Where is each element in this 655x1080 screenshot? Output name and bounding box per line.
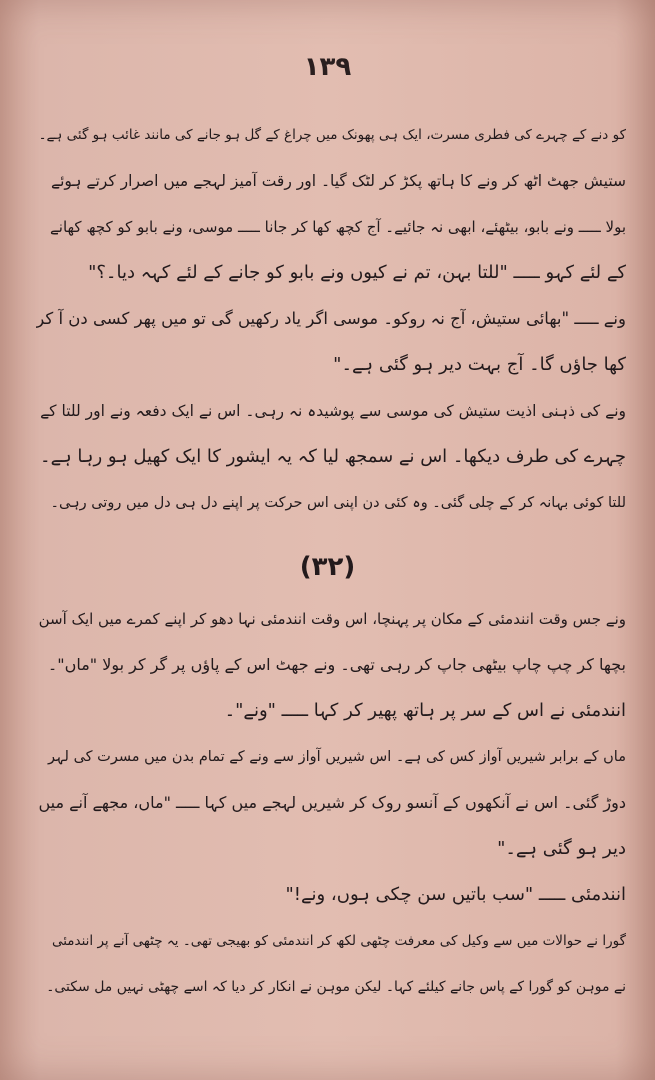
text-line: کو دنے کے چہرے کی فطری مسرت، ایک ہی پھونک میں چراغ کے گل ہو جانے کی مانند غائب ہو گئی ہے۔ — [38, 127, 626, 143]
text-line: ستیش جھٹ اٹھ کر ونے کا ہاتھ پکڑ کر لٹک گیا۔ اور رقت آمیز لہجے میں اصرار کرتے ہوئے — [51, 172, 626, 190]
text-line: چہرے کی طرف دیکھا۔ اس نے سمجھ لیا کہ یہ ایشور کا ایک کھیل ہو رہا ہے۔ — [40, 446, 626, 467]
text-line: کے لئے کہو ـــــ "للتا بہن، تم نے کیوں ونے بابو کو جانے کے لئے کہہ دیا۔؟" — [88, 262, 626, 283]
text-line: ونے ـــــ "بھائی ستیش، آج نہ روکو۔ موسی اگر یاد رکھیں گی تو میں پھر کسی دن آ کر — [36, 309, 626, 328]
page-number: ١٣٩ — [303, 52, 352, 82]
text-line: دوڑ گئی۔ اس نے آنکھوں کے آنسو روک کر شیریں لہجے میں کہا ـــــ "ماں، مجھے آنے میں — [38, 793, 626, 812]
text-line: انندمئی ـــــ "سب باتیں سن چکی ہوں، ونے!" — [285, 884, 626, 905]
text-line: للتا کوئی بہانہ کر کے چلی گئی۔ وہ کئی دن اپنی اس حرکت پر اپنے دل ہی دل میں روتی رہی۔ — [50, 495, 626, 511]
text-line: ونے جس وقت انندمئی کے مکان پر پہنچا، اس وقت انندمئی نہا دھو کر اپنے کمرے میں ایک آسن — [38, 610, 626, 628]
text-line: گورا نے حوالات میں سے وکیل کی معرفت چٹھی لکھ کر انندمئی کو بھیجی تھی۔ یہ چٹھی آنے پر انندمئی — [51, 933, 626, 949]
text-line: ماں کے برابر شیریں آواز کس کی ہے۔ اس شیریں آواز سے ونے کے تمام بدن میں مسرت کی لہر — [48, 749, 626, 765]
text-line: بچھا کر چپ چاپ بیٹھی جاپ کر رہی تھی۔ ونے جھٹ اس کے پاؤں پر گر کر بولا "ماں"۔ — [47, 655, 626, 674]
text-line: دیر ہو گئی ہے۔" — [497, 838, 626, 859]
text-section-1 — [36, 112, 626, 526]
text-line: بولا ـــــ ونے بابو، بیٹھئے، ابھی نہ جائیے۔ آج کچھ کھا کر جانا ـــــ موسی، ونے بابو کو کچھ کھانے — [49, 218, 626, 236]
text-section-2 — [36, 596, 626, 1010]
text-line: ونے کی ذہنی اذیت ستیش کی موسی سے پوشیدہ نہ رہی۔ اس نے ایک دفعہ ونے اور للتا کے — [40, 402, 626, 420]
text-line: انندمئی نے اس کے سر پر ہاتھ پھیر کر کہا ـــــ "ونے"۔ — [224, 700, 626, 721]
chapter-heading: (٣٢) — [299, 552, 356, 582]
text-line: نے موہن کو گورا کے پاس جانے کیلئے کہا۔ لیکن موہن نے انکار کر دیا کہ اسے چھٹی نہیں مل سکتی۔ — [46, 979, 626, 995]
text-line: کھا جاؤں گا۔ آج بہت دیر ہو گئی ہے۔" — [333, 354, 626, 375]
